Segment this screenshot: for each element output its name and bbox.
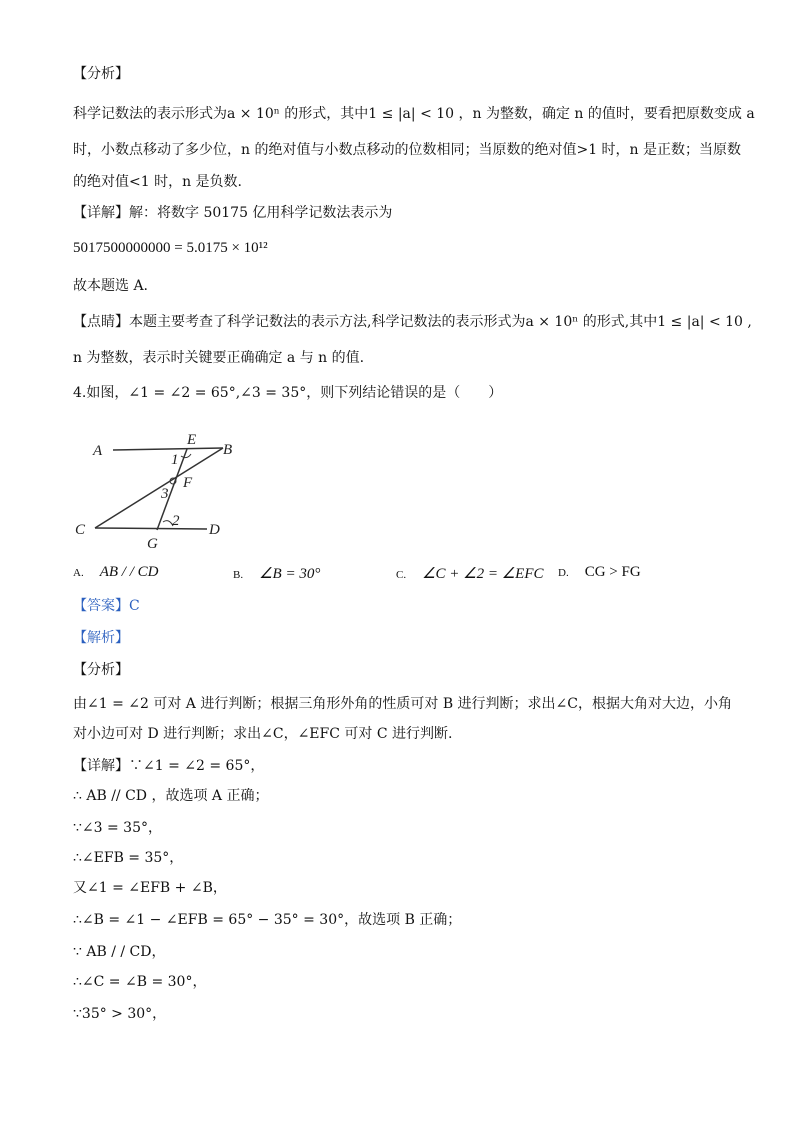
option-a-label: A. bbox=[73, 567, 84, 579]
answer-options bbox=[73, 564, 713, 588]
option-b-label: B. bbox=[233, 569, 244, 581]
option-c bbox=[396, 564, 544, 583]
option-d-value: CG > FG bbox=[584, 564, 641, 580]
detail-2-step-3: ∵∠3 = 35°， bbox=[73, 820, 162, 836]
point-c-label: C bbox=[75, 522, 86, 538]
analysis-heading: 【分析】 bbox=[73, 66, 129, 82]
analysis-text-2: 时，小数点移动了多少位，n 的绝对值与小数点移动的位数相同；当原数的绝对值>1 时，n 是正数；当原数 bbox=[73, 142, 742, 158]
answer-line: 【答案】C bbox=[73, 598, 140, 614]
option-d-label: D. bbox=[558, 567, 569, 579]
summary-text-1: 【点睛】本题主要考查了科学记数法的表示方法,科学记数法的表示形式为a × 10ⁿ 的形式,其中1 ≤ |a| < 10 , bbox=[73, 314, 752, 330]
point-e-label: E bbox=[187, 432, 197, 448]
angle-3-label: 3 bbox=[161, 486, 169, 502]
option-d bbox=[558, 564, 641, 581]
option-a-value: AB / / CD bbox=[99, 564, 159, 580]
option-b-value: ∠B = 30° bbox=[259, 566, 321, 582]
option-b bbox=[233, 564, 320, 583]
analysis-2-text-1: 由∠1 = ∠2 可对 A 进行判断；根据三角形外角的性质可对 B 进行判断；求出∠C，根据大角对大边，小角 bbox=[73, 696, 732, 712]
option-c-label: C. bbox=[396, 569, 407, 581]
detail-heading: 【详解】解：将数字 50175 亿用科学记数法表示为 bbox=[73, 205, 393, 221]
summary-text-2: n 为整数，表示时关键要正确确定 a 与 n 的值. bbox=[73, 350, 365, 366]
question-4: 4.如图，∠1 = ∠2 = 65°,∠3 = 35°，则下列结论错误的是（ ） bbox=[73, 385, 503, 401]
point-a-label: A bbox=[93, 443, 103, 459]
geometry-figure bbox=[75, 430, 265, 555]
point-d-label: D bbox=[209, 522, 220, 538]
detail-2-step-1: 【详解】∵∠1 = ∠2 = 65°， bbox=[73, 758, 265, 774]
detail-2-step-4: ∴∠EFB = 35°， bbox=[73, 850, 184, 866]
solution-heading: 【解析】 bbox=[73, 630, 129, 646]
angle-2-label: 2 bbox=[172, 513, 180, 529]
analysis-2-text-2: 对小边可对 D 进行判断；求出∠C，∠EFC 可对 C 进行判断. bbox=[73, 726, 453, 742]
detail-2-step-6: ∴∠B = ∠1 − ∠EFB = 65° − 35° = 30°，故选项 B 正确； bbox=[73, 912, 462, 928]
point-g-label: G bbox=[147, 536, 158, 552]
detail-2-step-5: 又∠1 = ∠EFB + ∠B， bbox=[73, 880, 227, 896]
detail-2-step-9: ∵35° > 30°， bbox=[73, 1006, 167, 1022]
option-c-value: ∠C + ∠2 = ∠EFC bbox=[422, 566, 544, 582]
geometry-diagram bbox=[75, 430, 265, 555]
angle-1-label: 1 bbox=[171, 452, 179, 468]
detail-2-step-2: ∴ AB // CD ，故选项 A 正确； bbox=[73, 788, 269, 804]
point-f-label: F bbox=[183, 475, 193, 491]
detail-2-step-8: ∴∠C = ∠B = 30°， bbox=[73, 974, 207, 990]
detail-2-step-7: ∵ AB / / CD， bbox=[73, 944, 166, 960]
analysis-text-3: 的绝对值<1 时，n 是负数. bbox=[73, 174, 243, 190]
point-b-label: B bbox=[223, 442, 233, 458]
scientific-notation-equation: 5017500000000 = 5.0175 × 10¹² bbox=[73, 240, 268, 256]
analysis-heading-2: 【分析】 bbox=[73, 662, 129, 678]
analysis-text-1: 科学记数法的表示形式为a × 10ⁿ 的形式，其中1 ≤ |a| < 10 ，n 为整数，确定 n 的值时，要看把原数变成 a bbox=[73, 106, 755, 122]
option-a bbox=[73, 564, 158, 581]
answer-choice-line: 故本题选 A. bbox=[73, 278, 149, 294]
